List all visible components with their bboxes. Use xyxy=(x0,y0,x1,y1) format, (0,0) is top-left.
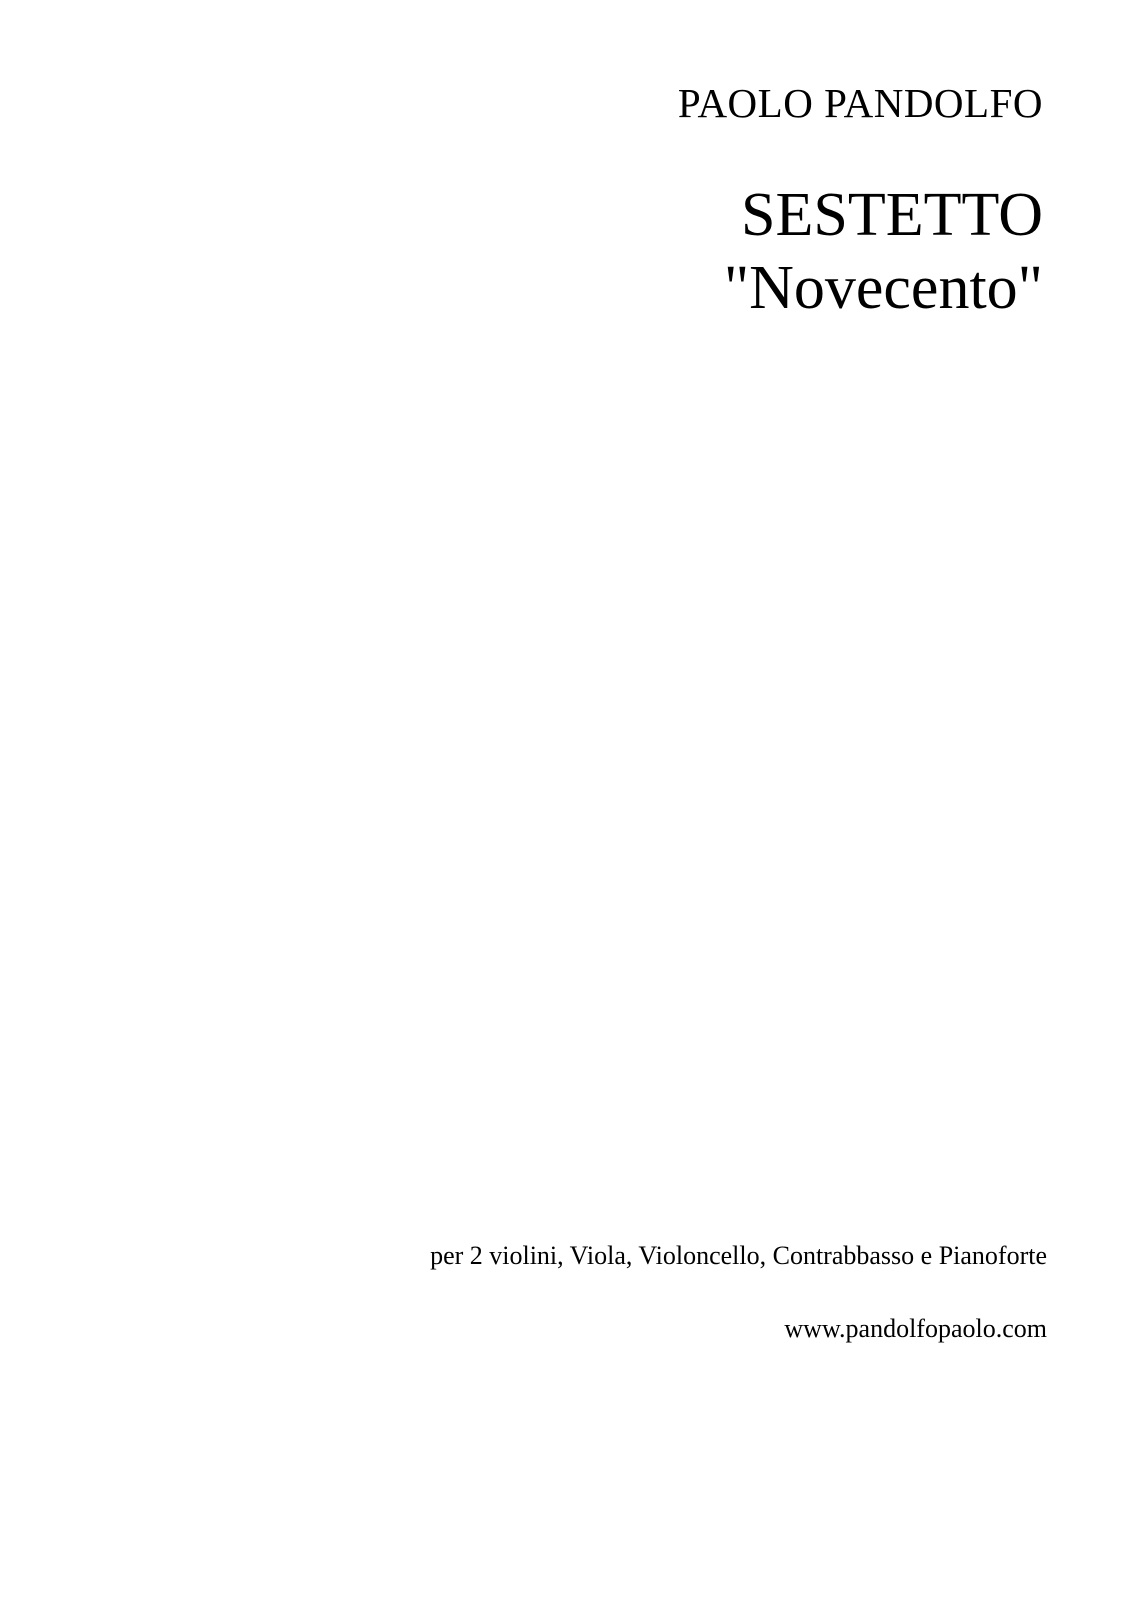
page-title: SESTETTO xyxy=(741,181,1043,250)
composer-name: PAOLO PANDOLFO xyxy=(677,80,1043,126)
page-subtitle: "Novecento" xyxy=(723,254,1043,323)
instrumentation-text: per 2 violini, Viola, Violoncello, Contrabbasso e Pianoforte xyxy=(430,1241,1047,1270)
footer-block xyxy=(0,1240,1131,1344)
title-block xyxy=(0,80,1131,324)
website-text: www.pandolfopaolo.com xyxy=(784,1314,1047,1344)
